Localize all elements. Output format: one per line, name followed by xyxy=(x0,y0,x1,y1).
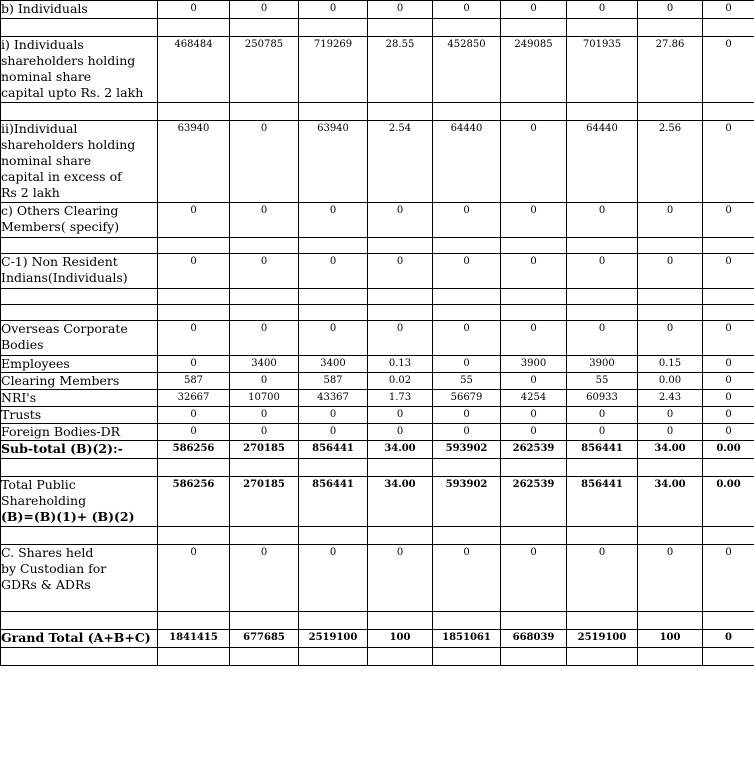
value-cell: 0 xyxy=(501,1,567,19)
value-cell: 3400 xyxy=(230,356,299,373)
row-label-line: Members( specify) xyxy=(1,219,120,234)
value-cell: 0 xyxy=(368,407,433,424)
value-cell: 3900 xyxy=(501,356,567,373)
row-label-line: Rs 2 lakh xyxy=(1,185,60,200)
value-cell xyxy=(567,459,638,477)
value-cell: 0 xyxy=(703,407,754,424)
value-cell xyxy=(433,289,501,305)
value-cell xyxy=(368,459,433,477)
row-label-line: GDRs & ADRs xyxy=(1,577,91,592)
value-cell xyxy=(368,289,433,305)
value-cell xyxy=(703,459,754,477)
value-cell xyxy=(299,103,368,121)
value-cell xyxy=(433,103,501,121)
value-cell: 10700 xyxy=(230,390,299,407)
value-cell xyxy=(501,289,567,305)
value-cell: 0 xyxy=(368,424,433,441)
value-cell: 0 xyxy=(158,321,230,356)
table-row xyxy=(1,1,754,19)
value-cell xyxy=(567,238,638,254)
value-cell: 0 xyxy=(433,321,501,356)
value-cell: 0 xyxy=(501,121,567,203)
value-cell xyxy=(638,527,703,545)
row-label-line: NRI's xyxy=(1,390,37,405)
value-cell: 64440 xyxy=(567,121,638,203)
spacer-row xyxy=(1,459,754,477)
value-cell: 0.00 xyxy=(703,477,754,527)
table-row xyxy=(1,630,754,648)
value-cell: 0 xyxy=(433,356,501,373)
table-row xyxy=(1,477,754,527)
value-cell: 55 xyxy=(567,373,638,390)
value-cell xyxy=(230,527,299,545)
value-cell: 0 xyxy=(433,1,501,19)
value-cell: 0 xyxy=(230,254,299,289)
row-label-line: shareholders holding xyxy=(1,137,136,152)
value-cell: 586256 xyxy=(158,441,230,459)
value-cell: 0 xyxy=(501,203,567,238)
row-label xyxy=(1,19,158,37)
row-label xyxy=(1,254,158,289)
value-cell: 0 xyxy=(638,424,703,441)
value-cell: 0 xyxy=(230,407,299,424)
value-cell xyxy=(299,238,368,254)
value-cell: 0 xyxy=(567,254,638,289)
value-cell xyxy=(638,19,703,37)
value-cell xyxy=(368,19,433,37)
value-cell: 0 xyxy=(230,545,299,612)
value-cell: 262539 xyxy=(501,441,567,459)
value-cell: 0 xyxy=(230,121,299,203)
value-cell: 43367 xyxy=(299,390,368,407)
value-cell xyxy=(433,19,501,37)
value-cell: 56679 xyxy=(433,390,501,407)
value-cell: 2519100 xyxy=(299,630,368,648)
value-cell xyxy=(433,648,501,666)
row-label-line: Foreign Bodies-DR xyxy=(1,424,121,439)
value-cell: 0 xyxy=(368,254,433,289)
value-cell: 0 xyxy=(638,203,703,238)
value-cell xyxy=(299,305,368,321)
value-cell xyxy=(299,289,368,305)
value-cell: 0 xyxy=(158,1,230,19)
value-cell: 677685 xyxy=(230,630,299,648)
value-cell: 34.00 xyxy=(638,441,703,459)
value-cell xyxy=(433,459,501,477)
value-cell: 0 xyxy=(433,545,501,612)
value-cell: 0 xyxy=(703,424,754,441)
value-cell: 55 xyxy=(433,373,501,390)
spacer-row xyxy=(1,527,754,545)
table-row xyxy=(1,407,754,424)
value-cell: 100 xyxy=(368,630,433,648)
value-cell xyxy=(158,19,230,37)
value-cell xyxy=(158,527,230,545)
value-cell xyxy=(158,648,230,666)
value-cell xyxy=(703,527,754,545)
row-label-line: Overseas Corporate xyxy=(1,321,128,336)
row-label-line: C. Shares held xyxy=(1,545,94,560)
value-cell xyxy=(703,648,754,666)
value-cell xyxy=(368,648,433,666)
value-cell xyxy=(567,648,638,666)
spacer-row xyxy=(1,238,754,254)
value-cell xyxy=(501,103,567,121)
row-label-line: (B)=(B)(1)+ (B)(2) xyxy=(1,509,135,524)
value-cell xyxy=(638,459,703,477)
value-cell xyxy=(638,103,703,121)
value-cell: 2519100 xyxy=(567,630,638,648)
value-cell xyxy=(299,527,368,545)
value-cell: 4254 xyxy=(501,390,567,407)
value-cell: 0 xyxy=(158,254,230,289)
row-label xyxy=(1,545,158,612)
row-label xyxy=(1,103,158,121)
value-cell xyxy=(158,238,230,254)
value-cell: 593902 xyxy=(433,477,501,527)
value-cell: 0 xyxy=(567,1,638,19)
spacer-row xyxy=(1,103,754,121)
value-cell: 719269 xyxy=(299,37,368,103)
value-cell: 0 xyxy=(703,321,754,356)
value-cell: 3900 xyxy=(567,356,638,373)
value-cell: 587 xyxy=(299,373,368,390)
table-row xyxy=(1,545,754,612)
value-cell xyxy=(230,305,299,321)
row-label xyxy=(1,37,158,103)
row-label-line: b) Individuals xyxy=(1,1,88,16)
value-cell xyxy=(567,612,638,630)
value-cell xyxy=(501,459,567,477)
value-cell: 0 xyxy=(230,203,299,238)
value-cell: 0 xyxy=(433,424,501,441)
value-cell: 64440 xyxy=(433,121,501,203)
value-cell: 0 xyxy=(638,407,703,424)
value-cell: 270185 xyxy=(230,441,299,459)
value-cell xyxy=(703,238,754,254)
row-label xyxy=(1,648,158,666)
spacer-row xyxy=(1,289,754,305)
value-cell: 0 xyxy=(433,203,501,238)
value-cell: 100 xyxy=(638,630,703,648)
value-cell: 452850 xyxy=(433,37,501,103)
row-label xyxy=(1,289,158,305)
value-cell: 0 xyxy=(299,1,368,19)
value-cell: 0 xyxy=(703,203,754,238)
value-cell xyxy=(638,648,703,666)
row-label xyxy=(1,321,158,356)
value-cell xyxy=(567,305,638,321)
value-cell xyxy=(368,238,433,254)
spacer-row xyxy=(1,305,754,321)
value-cell: 2.43 xyxy=(638,390,703,407)
row-label xyxy=(1,305,158,321)
table-row xyxy=(1,373,754,390)
value-cell: 0 xyxy=(703,630,754,648)
value-cell xyxy=(230,648,299,666)
value-cell: 0 xyxy=(368,1,433,19)
value-cell: 0 xyxy=(567,203,638,238)
row-label-line: nominal share xyxy=(1,153,92,168)
table-row xyxy=(1,390,754,407)
value-cell: 586256 xyxy=(158,477,230,527)
value-cell xyxy=(501,305,567,321)
value-cell xyxy=(299,612,368,630)
row-label xyxy=(1,407,158,424)
value-cell: 270185 xyxy=(230,477,299,527)
value-cell: 0 xyxy=(158,424,230,441)
value-cell xyxy=(368,527,433,545)
value-cell: 0 xyxy=(703,390,754,407)
value-cell: 27.86 xyxy=(638,37,703,103)
value-cell xyxy=(638,305,703,321)
value-cell xyxy=(158,289,230,305)
table-row xyxy=(1,424,754,441)
row-label xyxy=(1,424,158,441)
value-cell: 0 xyxy=(299,545,368,612)
row-label xyxy=(1,238,158,254)
value-cell: 0 xyxy=(368,203,433,238)
value-cell xyxy=(433,238,501,254)
row-label xyxy=(1,390,158,407)
value-cell: 0 xyxy=(299,407,368,424)
value-cell xyxy=(230,612,299,630)
value-cell xyxy=(567,19,638,37)
value-cell: 0 xyxy=(501,373,567,390)
value-cell: 0 xyxy=(299,424,368,441)
value-cell: 63940 xyxy=(299,121,368,203)
table-row xyxy=(1,441,754,459)
table-body xyxy=(1,1,754,666)
value-cell: 0.00 xyxy=(703,441,754,459)
value-cell xyxy=(230,238,299,254)
row-label xyxy=(1,121,158,203)
value-cell: 60933 xyxy=(567,390,638,407)
value-cell: 0 xyxy=(703,373,754,390)
row-label xyxy=(1,630,158,648)
value-cell: 0 xyxy=(638,321,703,356)
value-cell xyxy=(158,103,230,121)
row-label xyxy=(1,459,158,477)
value-cell: 2.56 xyxy=(638,121,703,203)
value-cell: 2.54 xyxy=(368,121,433,203)
value-cell xyxy=(501,648,567,666)
value-cell xyxy=(501,527,567,545)
value-cell: 856441 xyxy=(567,477,638,527)
value-cell: 0 xyxy=(299,254,368,289)
value-cell: 0 xyxy=(299,203,368,238)
value-cell xyxy=(703,19,754,37)
value-cell xyxy=(230,19,299,37)
value-cell: 250785 xyxy=(230,37,299,103)
value-cell xyxy=(703,289,754,305)
row-label xyxy=(1,373,158,390)
row-label-line: Trusts xyxy=(1,407,42,422)
value-cell xyxy=(638,238,703,254)
value-cell: 0 xyxy=(501,321,567,356)
value-cell: 0 xyxy=(638,1,703,19)
spacer-row xyxy=(1,19,754,37)
row-label-line: capital in excess of xyxy=(1,169,122,184)
value-cell: 668039 xyxy=(501,630,567,648)
table-row xyxy=(1,203,754,238)
row-label-line: ii)Individual xyxy=(1,121,78,136)
value-cell xyxy=(299,459,368,477)
spacer-row xyxy=(1,648,754,666)
value-cell: 0 xyxy=(230,373,299,390)
value-cell xyxy=(501,612,567,630)
value-cell xyxy=(433,612,501,630)
value-cell: 0 xyxy=(230,424,299,441)
value-cell: 0.13 xyxy=(368,356,433,373)
value-cell: 0 xyxy=(638,545,703,612)
value-cell: 0 xyxy=(703,121,754,203)
table-row xyxy=(1,37,754,103)
row-label-line: Sub-total (B)(2):- xyxy=(1,441,123,456)
value-cell xyxy=(638,289,703,305)
value-cell: 0 xyxy=(567,424,638,441)
value-cell xyxy=(501,238,567,254)
value-cell xyxy=(638,612,703,630)
value-cell: 0 xyxy=(433,407,501,424)
value-cell: 0 xyxy=(501,424,567,441)
value-cell: 0.15 xyxy=(638,356,703,373)
value-cell xyxy=(567,527,638,545)
value-cell: 0 xyxy=(567,545,638,612)
value-cell xyxy=(368,305,433,321)
row-label-line: by Custodian for xyxy=(1,561,107,576)
row-label-line: capital upto Rs. 2 lakh xyxy=(1,85,144,100)
row-label-line: Bodies xyxy=(1,337,44,352)
value-cell: 0.00 xyxy=(638,373,703,390)
row-label-line: i) Individuals xyxy=(1,37,84,52)
value-cell: 0 xyxy=(703,254,754,289)
value-cell: 1851061 xyxy=(433,630,501,648)
value-cell: 0 xyxy=(501,254,567,289)
value-cell: 0 xyxy=(158,407,230,424)
row-label-line: C-1) Non Resident xyxy=(1,254,118,269)
value-cell: 0 xyxy=(567,321,638,356)
row-label-line: Clearing Members xyxy=(1,373,120,388)
row-label xyxy=(1,477,158,527)
value-cell: 0 xyxy=(638,254,703,289)
row-label-line: Indians(Individuals) xyxy=(1,270,128,285)
value-cell xyxy=(230,289,299,305)
value-cell: 856441 xyxy=(299,477,368,527)
row-label-line: Employees xyxy=(1,356,70,371)
value-cell xyxy=(158,305,230,321)
value-cell xyxy=(433,527,501,545)
value-cell: 587 xyxy=(158,373,230,390)
row-label xyxy=(1,356,158,373)
value-cell xyxy=(230,459,299,477)
value-cell: 0 xyxy=(368,545,433,612)
row-label-line: Total Public xyxy=(1,477,76,492)
value-cell xyxy=(703,612,754,630)
row-label-line: c) Others Clearing xyxy=(1,203,119,218)
value-cell: 0 xyxy=(567,407,638,424)
value-cell: 0 xyxy=(158,545,230,612)
value-cell xyxy=(158,612,230,630)
value-cell: 0 xyxy=(703,356,754,373)
value-cell: 0.02 xyxy=(368,373,433,390)
value-cell: 249085 xyxy=(501,37,567,103)
value-cell: 63940 xyxy=(158,121,230,203)
row-label xyxy=(1,612,158,630)
value-cell: 34.00 xyxy=(368,477,433,527)
value-cell: 0 xyxy=(433,254,501,289)
value-cell xyxy=(567,289,638,305)
value-cell: 0 xyxy=(158,203,230,238)
value-cell: 0 xyxy=(501,545,567,612)
value-cell xyxy=(158,459,230,477)
table-row xyxy=(1,356,754,373)
value-cell: 0 xyxy=(230,321,299,356)
value-cell xyxy=(230,103,299,121)
value-cell: 0 xyxy=(299,321,368,356)
row-label xyxy=(1,527,158,545)
spacer-row xyxy=(1,612,754,630)
value-cell: 0 xyxy=(703,1,754,19)
value-cell: 701935 xyxy=(567,37,638,103)
value-cell: 0 xyxy=(368,321,433,356)
value-cell: 856441 xyxy=(567,441,638,459)
value-cell xyxy=(433,305,501,321)
value-cell: 0 xyxy=(501,407,567,424)
value-cell: 34.00 xyxy=(368,441,433,459)
value-cell: 1.73 xyxy=(368,390,433,407)
value-cell: 0 xyxy=(703,545,754,612)
value-cell: 32667 xyxy=(158,390,230,407)
value-cell: 1841415 xyxy=(158,630,230,648)
value-cell: 3400 xyxy=(299,356,368,373)
value-cell xyxy=(567,103,638,121)
value-cell: 0 xyxy=(158,356,230,373)
value-cell: 0 xyxy=(230,1,299,19)
value-cell: 593902 xyxy=(433,441,501,459)
table-row xyxy=(1,121,754,203)
value-cell: 468484 xyxy=(158,37,230,103)
value-cell: 28.55 xyxy=(368,37,433,103)
row-label-line: nominal share xyxy=(1,69,92,84)
value-cell xyxy=(703,103,754,121)
row-label-line: Grand Total (A+B+C) xyxy=(1,630,151,645)
value-cell: 262539 xyxy=(501,477,567,527)
value-cell xyxy=(501,19,567,37)
table-row xyxy=(1,254,754,289)
value-cell xyxy=(368,612,433,630)
value-cell: 0 xyxy=(703,37,754,103)
value-cell xyxy=(299,648,368,666)
value-cell: 856441 xyxy=(299,441,368,459)
value-cell xyxy=(368,103,433,121)
row-label-line: shareholders holding xyxy=(1,53,136,68)
row-label xyxy=(1,1,158,19)
value-cell xyxy=(299,19,368,37)
value-cell: 34.00 xyxy=(638,477,703,527)
row-label xyxy=(1,441,158,459)
value-cell xyxy=(703,305,754,321)
row-label-line: Shareholding xyxy=(1,493,87,508)
row-label xyxy=(1,203,158,238)
table-row xyxy=(1,321,754,356)
